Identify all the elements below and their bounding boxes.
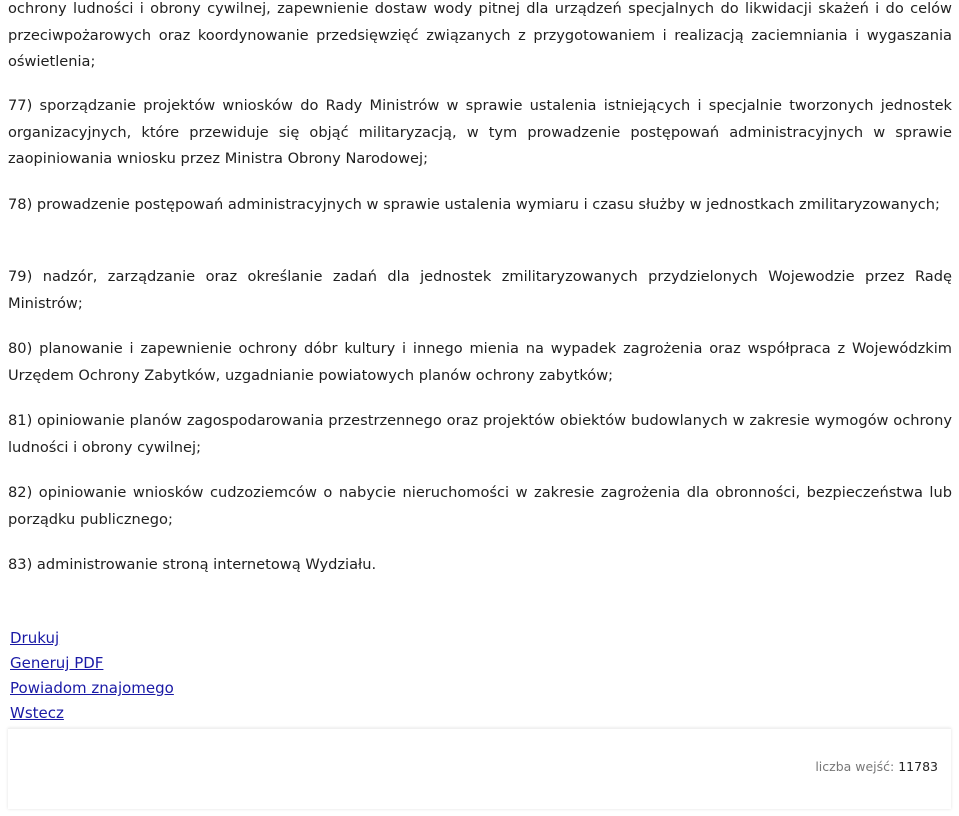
- paragraph-continued: ochrony ludności i obrony cywilnej, zapewnienie dostaw wody pitnej dla urządzeń specjalnych do likwidacji skażeń i do celów przeciwpożarowych oraz koordynowanie przedsięwzięć związanych z przygotowaniem i realizacją zaciemniania i wygaszania oświetlenia;: [8, 0, 952, 70]
- print-link[interactable]: Drukuj: [10, 629, 60, 647]
- paragraph-79: 79) nadzór, zarządzanie oraz określanie zadań dla jednostek zmilitaryzowanych przydzielonych Wojewodzie przez Radę Ministrów;: [8, 268, 952, 312]
- paragraph-80: 80) planowanie i zapewnienie ochrony dóbr kultury i innego mienia na wypadek zagrożenia oraz współpraca z Wojewódzkim Urzędem Ochrony Zabytków, uzgadnianie powiatowych planów ochrony zabytków;: [8, 340, 952, 384]
- paragraph-77: 77) sporządzanie projektów wniosków do Rady Ministrów w sprawie ustalenia istniejących i specjalnie tworzonych jednostek organizacyjnych, które przewiduje się objąć militaryzacją, w tym prowadzenie postępowań administracyjnych w sprawie zaopiniowania wniosku przez Ministra Obrony Narodowej;: [8, 97, 952, 167]
- visit-counter-label: liczba wejść:: [815, 759, 895, 774]
- visit-counter-value: 11783: [898, 759, 938, 774]
- page-footer: [8, 728, 951, 809]
- notify-friend-link[interactable]: Powiadom znajomego: [10, 679, 174, 697]
- back-link[interactable]: Wstecz: [10, 704, 64, 722]
- paragraph-81: 81) opiniowanie planów zagospodarowania przestrzennego oraz projektów obiektów budowlanych w zakresie wymogów ochrony ludności i obrony cywilnej;: [8, 412, 952, 456]
- visit-counter: [815, 759, 938, 774]
- paragraph-78: 78) prowadzenie postępowań administracyjnych w sprawie ustalenia wymiaru i czasu służby w jednostkach zmilitaryzowanych;: [8, 196, 940, 213]
- page-actions: [10, 626, 174, 726]
- generate-pdf-link[interactable]: Generuj PDF: [10, 654, 104, 672]
- paragraph-82: 82) opiniowanie wniosków cudzoziemców o nabycie nieruchomości w zakresie zagrożenia dla obronności, bezpieczeństwa lub porządku publicznego;: [8, 484, 952, 528]
- paragraph-83: 83) administrowanie stroną internetową Wydziału.: [8, 556, 377, 573]
